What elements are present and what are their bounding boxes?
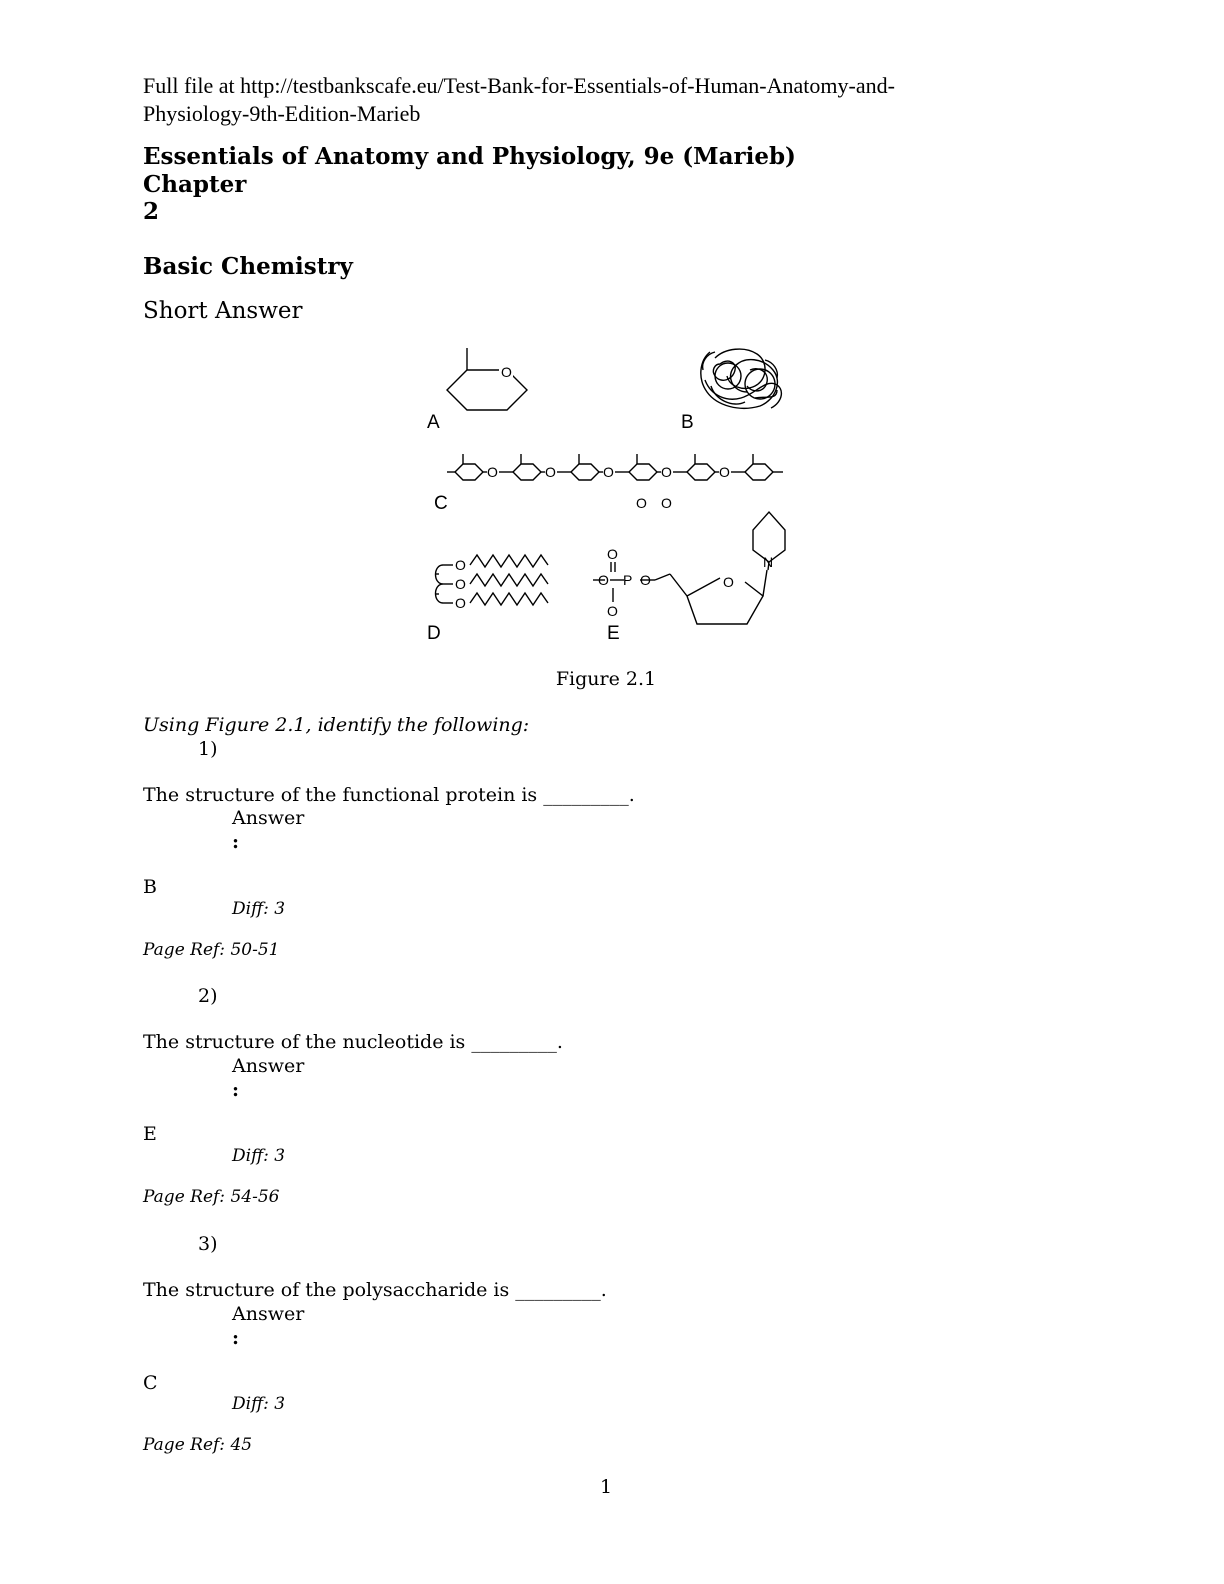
- structure-a-monosaccharide: [447, 348, 527, 410]
- question-1-number: 1): [198, 738, 218, 760]
- question-3-number: 3): [198, 1233, 218, 1255]
- svg-text:O: O: [598, 572, 609, 588]
- question-3-answer-label: Answer: [232, 1303, 305, 1325]
- figure-label-c: C: [434, 493, 448, 514]
- question-1-difficulty: Diff: 3: [232, 899, 286, 919]
- structure-d-ester-oxygens: [455, 557, 466, 611]
- figure-caption: Figure 2.1: [555, 668, 657, 690]
- question-instruction: Using Figure 2.1, identify the following:: [143, 714, 530, 736]
- svg-text:O: O: [723, 574, 734, 590]
- question-2-answer: E: [143, 1123, 157, 1145]
- structure-b-protein: [701, 349, 782, 408]
- page-number: 1: [599, 1476, 613, 1498]
- section-title: Basic Chemistry: [143, 253, 353, 280]
- svg-text:O: O: [545, 464, 556, 480]
- figure-label-d: D: [427, 623, 441, 644]
- question-2-text: The structure of the nucleotide is _________.: [143, 1031, 563, 1053]
- question-1-text: The structure of the functional protein is _________.: [143, 784, 635, 806]
- svg-text:O: O: [607, 546, 618, 562]
- figure-label-e: E: [607, 623, 620, 644]
- question-1-answer-colon: :: [232, 831, 240, 853]
- source-url-line-1: Full file at http://testbankscafe.eu/Test-Bank-for-Essentials-of-Human-Anatomy-and-: [143, 73, 895, 98]
- question-2-number: 2): [198, 985, 218, 1007]
- question-2-answer-colon: :: [232, 1079, 240, 1101]
- question-2-answer-label: Answer: [232, 1055, 305, 1077]
- svg-text:O: O: [487, 464, 498, 480]
- question-1-page-ref: Page Ref: 50-51: [143, 940, 280, 960]
- structure-e-nucleotide: [593, 512, 785, 624]
- question-2-page-ref: Page Ref: 54-56: [143, 1187, 280, 1207]
- question-3-page-ref: Page Ref: 45: [143, 1435, 253, 1455]
- svg-text:O: O: [455, 595, 466, 611]
- figure-label-a: A: [427, 412, 440, 433]
- svg-text:O: O: [661, 495, 672, 511]
- structure-e-atoms: [598, 546, 773, 619]
- source-url-header: [143, 72, 895, 128]
- svg-text:O: O: [607, 603, 618, 619]
- question-3-answer: C: [143, 1372, 158, 1394]
- question-3-difficulty: Diff: 3: [232, 1394, 286, 1414]
- figure-2-1: [415, 340, 815, 650]
- chapter-number: 2: [143, 198, 160, 225]
- svg-text:P: P: [623, 572, 633, 588]
- question-3-answer-colon: :: [232, 1327, 240, 1349]
- structure-d-triglyceride: [435, 555, 548, 605]
- atom-o: O: [501, 364, 512, 380]
- svg-text:O: O: [603, 464, 614, 480]
- svg-text:O: O: [640, 572, 651, 588]
- question-3-text: The structure of the polysaccharide is _________.: [143, 1279, 607, 1301]
- source-url-line-2: Physiology-9th-Edition-Marieb: [143, 101, 421, 126]
- question-1-answer: B: [143, 876, 157, 898]
- svg-text:O: O: [719, 464, 730, 480]
- question-1-answer-label: Answer: [232, 807, 305, 829]
- svg-text:O: O: [636, 495, 647, 511]
- svg-text:O: O: [455, 576, 466, 592]
- svg-text:N: N: [763, 554, 774, 570]
- chapter-label: Chapter: [143, 171, 247, 198]
- question-2-difficulty: Diff: 3: [232, 1146, 286, 1166]
- svg-text:O: O: [455, 557, 466, 573]
- figure-label-b: B: [681, 412, 694, 433]
- svg-text:O: O: [661, 464, 672, 480]
- structure-c-linkages: [487, 464, 730, 511]
- document-title: Essentials of Anatomy and Physiology, 9e (Marieb): [143, 143, 796, 170]
- subsection-title: Short Answer: [143, 298, 303, 324]
